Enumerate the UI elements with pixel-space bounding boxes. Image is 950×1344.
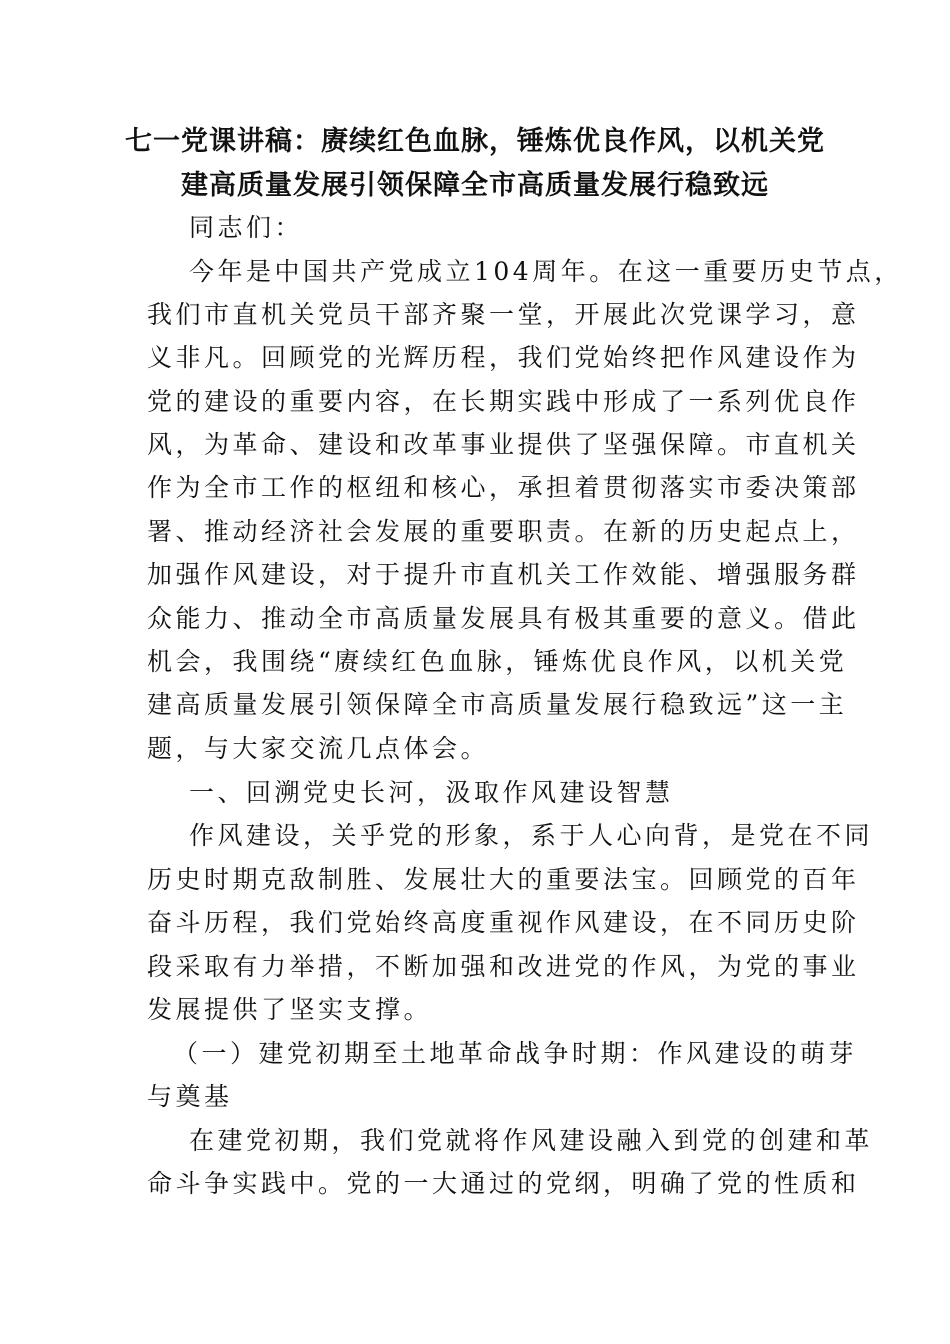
paragraph-1-line-9: 众能力、推动全市高质量发展具有极其重要的意义。借此 (147, 604, 860, 633)
subheading-1-line-2: 与奠基 (147, 1082, 233, 1111)
paragraph-3-line-1: 在建党初期，我们党就将作风建设融入到党的创建和革 (189, 1126, 874, 1155)
paragraph-1-line-2: 我们市直机关党员干部齐聚一堂，开展此次党课学习，意 (147, 300, 860, 329)
paragraph-1-line-8: 加强作风建设，对于提升市直机关工作效能、增强服务群 (147, 560, 860, 589)
paragraph-3-line-2: 命斗争实践中。党的一大通过的党纲，明确了党的性质和 (147, 1169, 860, 1198)
paragraph-1-line-4: 党的建设的重要内容，在长期实践中形成了一系列优良作 (147, 387, 860, 416)
paragraph-1-line-6: 作为全市工作的枢纽和核心，承担着贯彻落实市委决策部 (147, 473, 860, 502)
paragraph-1-line-1: 今年是中国共产党成立104周年。在这一重要历史节点， (189, 257, 903, 286)
paragraph-2-line-5: 发展提供了坚实支撑。 (147, 995, 433, 1024)
paragraph-2-line-3: 奋斗历程，我们党始终高度重视作风建设，在不同历史阶 (147, 908, 860, 937)
paragraph-2-line-2: 历史时期克敌制胜、发展壮大的重要法宝。回顾党的百年 (147, 865, 860, 894)
paragraph-1-line-12: 题，与大家交流几点体会。 (147, 734, 490, 763)
document-title-line-1: 七一党课讲稿：赓续红色血脉，锤炼优良作风，以机关党 (125, 126, 825, 157)
paragraph-1-line-11: 建高质量发展引领保障全市高质量发展行稳致远”这一主 (147, 690, 848, 719)
document-title-line-2: 建高质量发展引领保障全市高质量发展行稳致远 (181, 170, 769, 201)
salutation: 同志们： (189, 213, 304, 242)
paragraph-2-line-4: 段采取有力举措，不断加强和改进党的作风，为党的事业 (147, 952, 860, 981)
paragraph-1-line-7: 署、推动经济社会发展的重要职责。在新的历史起点上， (147, 517, 860, 546)
paragraph-2-line-1: 作风建设，关乎党的形象，系于人心向背，是党在不同 (189, 821, 874, 850)
subheading-1-line-1: （一）建党初期至土地革命战争时期：作风建设的萌芽 (173, 1039, 858, 1068)
paragraph-1-line-10: 机会，我围绕“赓续红色血脉，锤炼优良作风，以机关党 (147, 647, 848, 676)
paragraph-1-line-5: 风，为革命、建设和改革事业提供了坚强保障。市直机关 (147, 430, 860, 459)
paragraph-1-line-3: 义非凡。回顾党的光辉历程，我们党始终把作风建设作为 (147, 343, 860, 372)
section-heading-1: 一、回溯党史长河，汲取作风建设智慧 (189, 778, 674, 807)
